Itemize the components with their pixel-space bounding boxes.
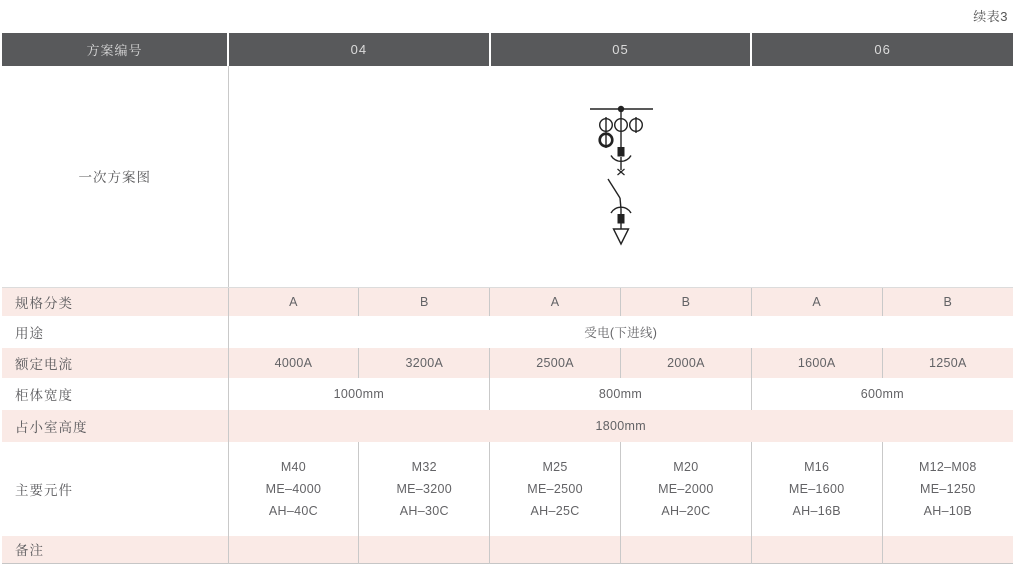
row-label-diagram: 一次方案图 — [2, 66, 228, 287]
component-line: AH–30C — [399, 504, 449, 518]
component-line: ME–4000 — [265, 482, 322, 496]
spec-class-04a: A — [228, 287, 359, 316]
remarks-06b — [882, 536, 1013, 563]
scheme-spec-table — [2, 33, 1013, 564]
rated-current-06b: 1250A — [882, 348, 1013, 378]
row-main-components — [2, 442, 1013, 536]
remarks-04a — [228, 536, 359, 563]
rated-current-04b: 3200A — [359, 348, 490, 378]
spec-class-06b: B — [882, 287, 1013, 316]
row-label-usage: 用途 — [2, 316, 228, 348]
component-line: ME–2500 — [527, 482, 583, 496]
components-05b — [620, 442, 751, 536]
spec-class-05b: B — [620, 287, 751, 316]
spec-class-06a: A — [751, 287, 882, 316]
component-line: ME–3200 — [396, 482, 453, 496]
header-group-05: 05 — [490, 33, 752, 66]
row-compartment-height — [2, 410, 1013, 442]
row-label-rated-current: 额定电流 — [2, 348, 228, 378]
table-header-row — [2, 33, 1013, 66]
component-line: M20 — [673, 460, 699, 474]
cabinet-width-05: 800mm — [490, 378, 752, 410]
component-line: ME–2000 — [658, 482, 714, 496]
components-04a — [228, 442, 359, 536]
row-spec-class — [2, 287, 1013, 316]
row-remarks — [2, 536, 1013, 563]
component-line: M32 — [411, 460, 437, 474]
components-04b — [359, 442, 490, 536]
row-label-remarks: 备注 — [2, 536, 228, 563]
rated-current-06a: 1600A — [751, 348, 882, 378]
header-group-04: 04 — [228, 33, 490, 66]
component-line: M25 — [542, 460, 568, 474]
remarks-04b — [359, 536, 490, 563]
component-line: AH–20C — [661, 504, 711, 518]
remarks-05b — [620, 536, 751, 563]
row-label-spec-class: 规格分类 — [2, 287, 228, 316]
rated-current-05b: 2000A — [620, 348, 751, 378]
header-group-06: 06 — [751, 33, 1013, 66]
components-06b — [882, 442, 1013, 536]
component-line: AH–16B — [792, 504, 841, 518]
row-usage — [2, 316, 1013, 348]
row-cabinet-width — [2, 378, 1013, 410]
diagram-cell — [228, 66, 1013, 287]
diagram-row — [2, 66, 1013, 287]
component-line: M12–M08 — [918, 460, 977, 474]
remarks-05a — [490, 536, 621, 563]
single-line-diagram-icon — [586, 101, 656, 251]
spec-class-04b: B — [359, 287, 490, 316]
component-line: ME–1600 — [788, 482, 845, 496]
component-line: AH–25C — [530, 504, 580, 518]
components-06a — [751, 442, 882, 536]
row-label-main-components: 主要元件 — [2, 442, 228, 536]
rated-current-04a: 4000A — [228, 348, 359, 378]
component-line: AH–40C — [268, 504, 318, 518]
row-label-cabinet-width: 柜体宽度 — [2, 378, 228, 410]
compartment-height-value: 1800mm — [228, 410, 1013, 442]
spec-class-05a: A — [490, 287, 621, 316]
continued-table-label: 续表3 — [973, 9, 1008, 24]
usage-value: 受电(下进线) — [228, 316, 1013, 348]
row-label-compartment-height: 占小室高度 — [2, 410, 228, 442]
rated-current-05a: 2500A — [490, 348, 621, 378]
components-05a — [490, 442, 621, 536]
component-line: M16 — [804, 460, 830, 474]
header-scheme-number: 方案编号 — [2, 33, 228, 66]
remarks-06a — [751, 536, 882, 563]
cabinet-width-04: 1000mm — [228, 378, 490, 410]
component-line: ME–1250 — [919, 482, 976, 496]
row-rated-current — [2, 348, 1013, 378]
cabinet-width-06: 600mm — [751, 378, 1013, 410]
component-line: M40 — [280, 460, 307, 474]
component-line: AH–10B — [923, 504, 972, 518]
